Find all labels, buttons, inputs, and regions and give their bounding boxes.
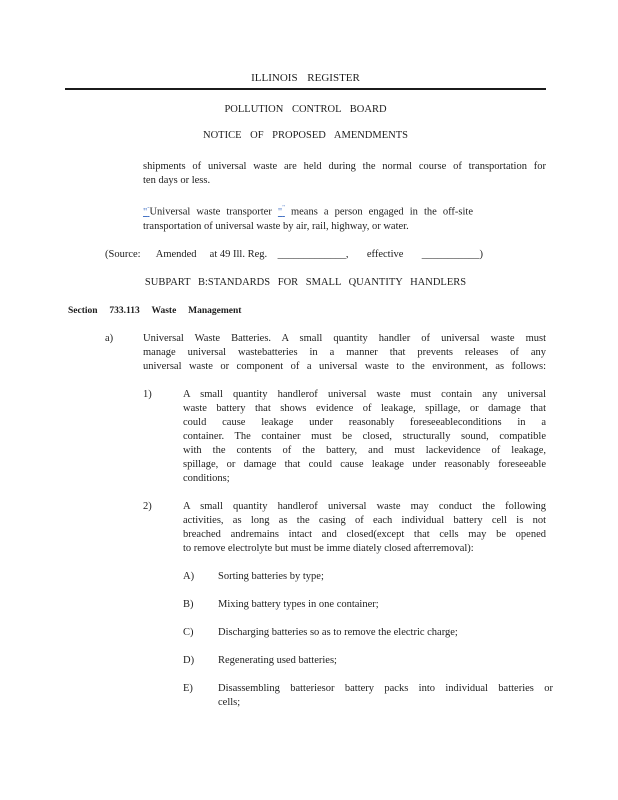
- list-item-2: [143, 500, 618, 556]
- list-item-A: [183, 570, 618, 584]
- definition-line-2: transportation of universal waste by air, rail, highway, or water.: [143, 220, 409, 232]
- list-label-D: D): [183, 654, 195, 666]
- paragraph-shipments: shipments of universal waste are held during the normal course of transportation for ten days or less.: [143, 161, 546, 186]
- list-label-C: C): [183, 626, 194, 638]
- list-label-1: 1): [143, 388, 152, 400]
- source-note: (Source: Amended at 49 Ill. Reg. _____________, effective ___________): [105, 248, 484, 260]
- list-label-B: B): [183, 598, 194, 610]
- paragraph-definition: [143, 202, 473, 234]
- header-rule: [65, 88, 546, 90]
- definition-text: means a person engaged in the off-site: [290, 206, 473, 218]
- board-title: POLLUTION CONTROL BOARD: [224, 104, 387, 115]
- list-text-E: Disassembling batteriesor battery packs into individual batteries or cells;: [218, 682, 553, 708]
- list-item-1: [143, 388, 618, 486]
- inserted-open-quote: "-: [143, 204, 150, 218]
- list-label-a: a): [105, 332, 114, 344]
- list-text-C: Discharging batteries so as to remove the electric charge;: [218, 626, 458, 638]
- list-item-D: [183, 654, 618, 668]
- subpart-heading: SUBPART B:STANDARDS FOR SMALL QUANTITY HANDLERS: [144, 276, 467, 288]
- list-item-a: [105, 332, 618, 374]
- inserted-close-quote: "": [277, 204, 285, 218]
- definition-line-1: [143, 202, 473, 220]
- list-text-B: Mixing battery types in one container;: [218, 598, 379, 610]
- definition-term: Universal waste transporter: [149, 206, 272, 218]
- register-title: ILLINOIS REGISTER: [251, 72, 360, 84]
- list-text-a: Universal Waste Batteries. A small quantity handler of universal waste must manage universal wastebatteries in a manner that prevents releases of any universal waste or component of a universal waste to the environment, as follows:: [143, 332, 546, 372]
- list-text-1: A small quantity handlerof universal waste must contain any universal waste battery that shows evidence of leakage, spillage, or damage that could cause leakage under reasonably foreseeableconditions in a container. The container must be closed, structurally sound, compatible with the contents of the battery, and must lackevidence of leakage, spillage, or damage that could cause leakage under reasonably foreseeable conditions;: [183, 388, 546, 484]
- list-label-2: 2): [143, 500, 152, 512]
- list-item-E: [183, 682, 618, 710]
- list-text-2: A small quantity handlerof universal waste may conduct the following activities, as long as the casing of each individual battery cell is not breached andremains intact and closed(except that cells may be opened to remove electrolyte but must be imme diately closed afterremoval):: [183, 500, 546, 554]
- list-item-C: [183, 626, 618, 640]
- list-label-E: E): [183, 682, 193, 694]
- list-text-A: Sorting batteries by type;: [218, 570, 324, 582]
- list-label-A: A): [183, 570, 195, 582]
- notice-title: NOTICE OF PROPOSED AMENDMENTS: [203, 130, 408, 141]
- list-text-D: Regenerating used batteries;: [218, 654, 337, 666]
- section-heading: Section 733.113 Waste Management: [68, 305, 242, 316]
- list-item-B: [183, 598, 618, 612]
